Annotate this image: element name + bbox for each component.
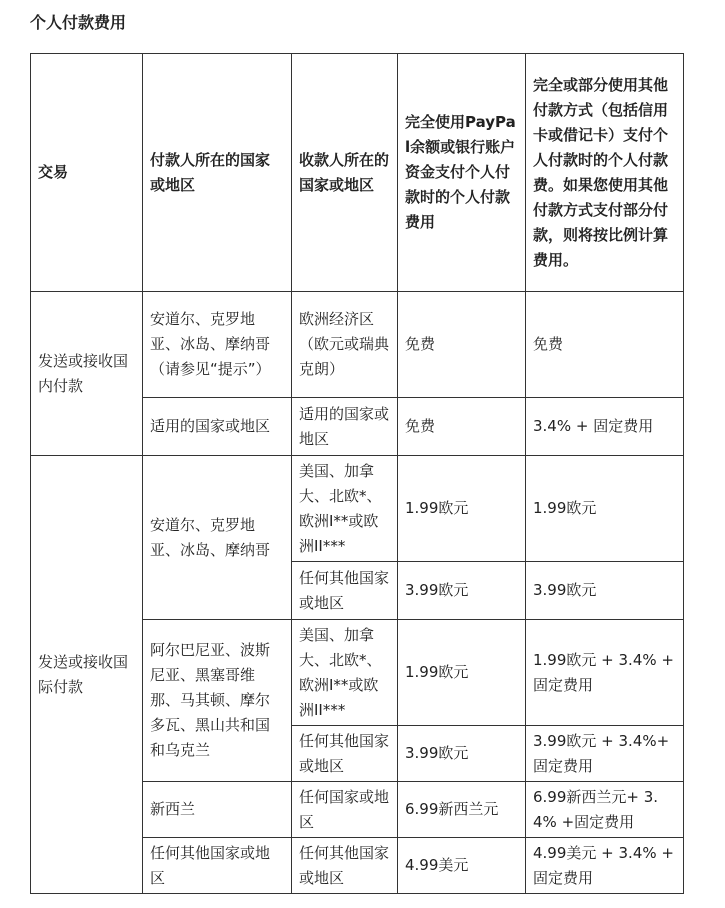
header-transaction: 交易: [31, 54, 143, 292]
header-other-method-fee: 完全或部分使用其他付款方式（包括信用卡或借记卡）支付个人付款时的个人付款费。如果您使用其他付款方式支付部分付款，则将按比例计算费用。: [526, 54, 684, 292]
balance-fee-cell: 6.99新西兰元: [398, 782, 526, 838]
table-row: [31, 292, 684, 398]
payer-cell: 任何其他国家或地区: [143, 838, 292, 894]
balance-fee-cell: 3.99欧元: [398, 562, 526, 620]
other-fee-cell: 3.99欧元: [526, 562, 684, 620]
page-title: 个人付款费用: [30, 13, 127, 32]
recipient-cell: 欧洲经济区（欧元或瑞典克朗）: [292, 292, 398, 398]
domestic-label: 发送或接收国内付款: [31, 292, 143, 456]
header-paypal-balance-fee: 完全使用PayPal余额或银行账户资金支付个人付款时的个人付款费用: [398, 54, 526, 292]
other-fee-cell: 免费: [526, 292, 684, 398]
payer-cell: 安道尔、克罗地亚、冰岛、摩纳哥（请参见“提示”）: [143, 292, 292, 398]
recipient-cell: 任何其他国家或地区: [292, 838, 398, 894]
other-fee-cell: 1.99欧元: [526, 456, 684, 562]
recipient-cell: 美国、加拿大、北欧*、欧洲I**或欧洲II***: [292, 456, 398, 562]
header-payer-country: 付款人所在的国家或地区: [143, 54, 292, 292]
table-row: [31, 456, 684, 562]
other-fee-cell: 6.99新西兰元+ 3.4% +固定费用: [526, 782, 684, 838]
payer-cell: 阿尔巴尼亚、波斯尼亚、黑塞哥维那、马其顿、摩尔多瓦、黑山共和国和乌克兰: [143, 620, 292, 782]
balance-fee-cell: 免费: [398, 292, 526, 398]
payer-cell: 新西兰: [143, 782, 292, 838]
balance-fee-cell: 1.99欧元: [398, 456, 526, 562]
fee-table: [30, 53, 684, 894]
other-fee-cell: 3.4% + 固定费用: [526, 398, 684, 456]
recipient-cell: 适用的国家或地区: [292, 398, 398, 456]
balance-fee-cell: 4.99美元: [398, 838, 526, 894]
international-label: 发送或接收国际付款: [31, 456, 143, 894]
recipient-cell: 任何其他国家或地区: [292, 562, 398, 620]
other-fee-cell: 3.99欧元 + 3.4%+ 固定费用: [526, 726, 684, 782]
balance-fee-cell: 1.99欧元: [398, 620, 526, 726]
payer-cell: 安道尔、克罗地亚、冰岛、摩纳哥: [143, 456, 292, 620]
header-row: [31, 54, 684, 292]
payer-cell: 适用的国家或地区: [143, 398, 292, 456]
recipient-cell: 任何其他国家或地区: [292, 726, 398, 782]
recipient-cell: 任何国家或地区: [292, 782, 398, 838]
other-fee-cell: 4.99美元 + 3.4% + 固定费用: [526, 838, 684, 894]
recipient-cell: 美国、加拿大、北欧*、欧洲I**或欧洲II***: [292, 620, 398, 726]
other-fee-cell: 1.99欧元 + 3.4% + 固定费用: [526, 620, 684, 726]
header-recipient-country: 收款人所在的国家或地区: [292, 54, 398, 292]
balance-fee-cell: 3.99欧元: [398, 726, 526, 782]
balance-fee-cell: 免费: [398, 398, 526, 456]
